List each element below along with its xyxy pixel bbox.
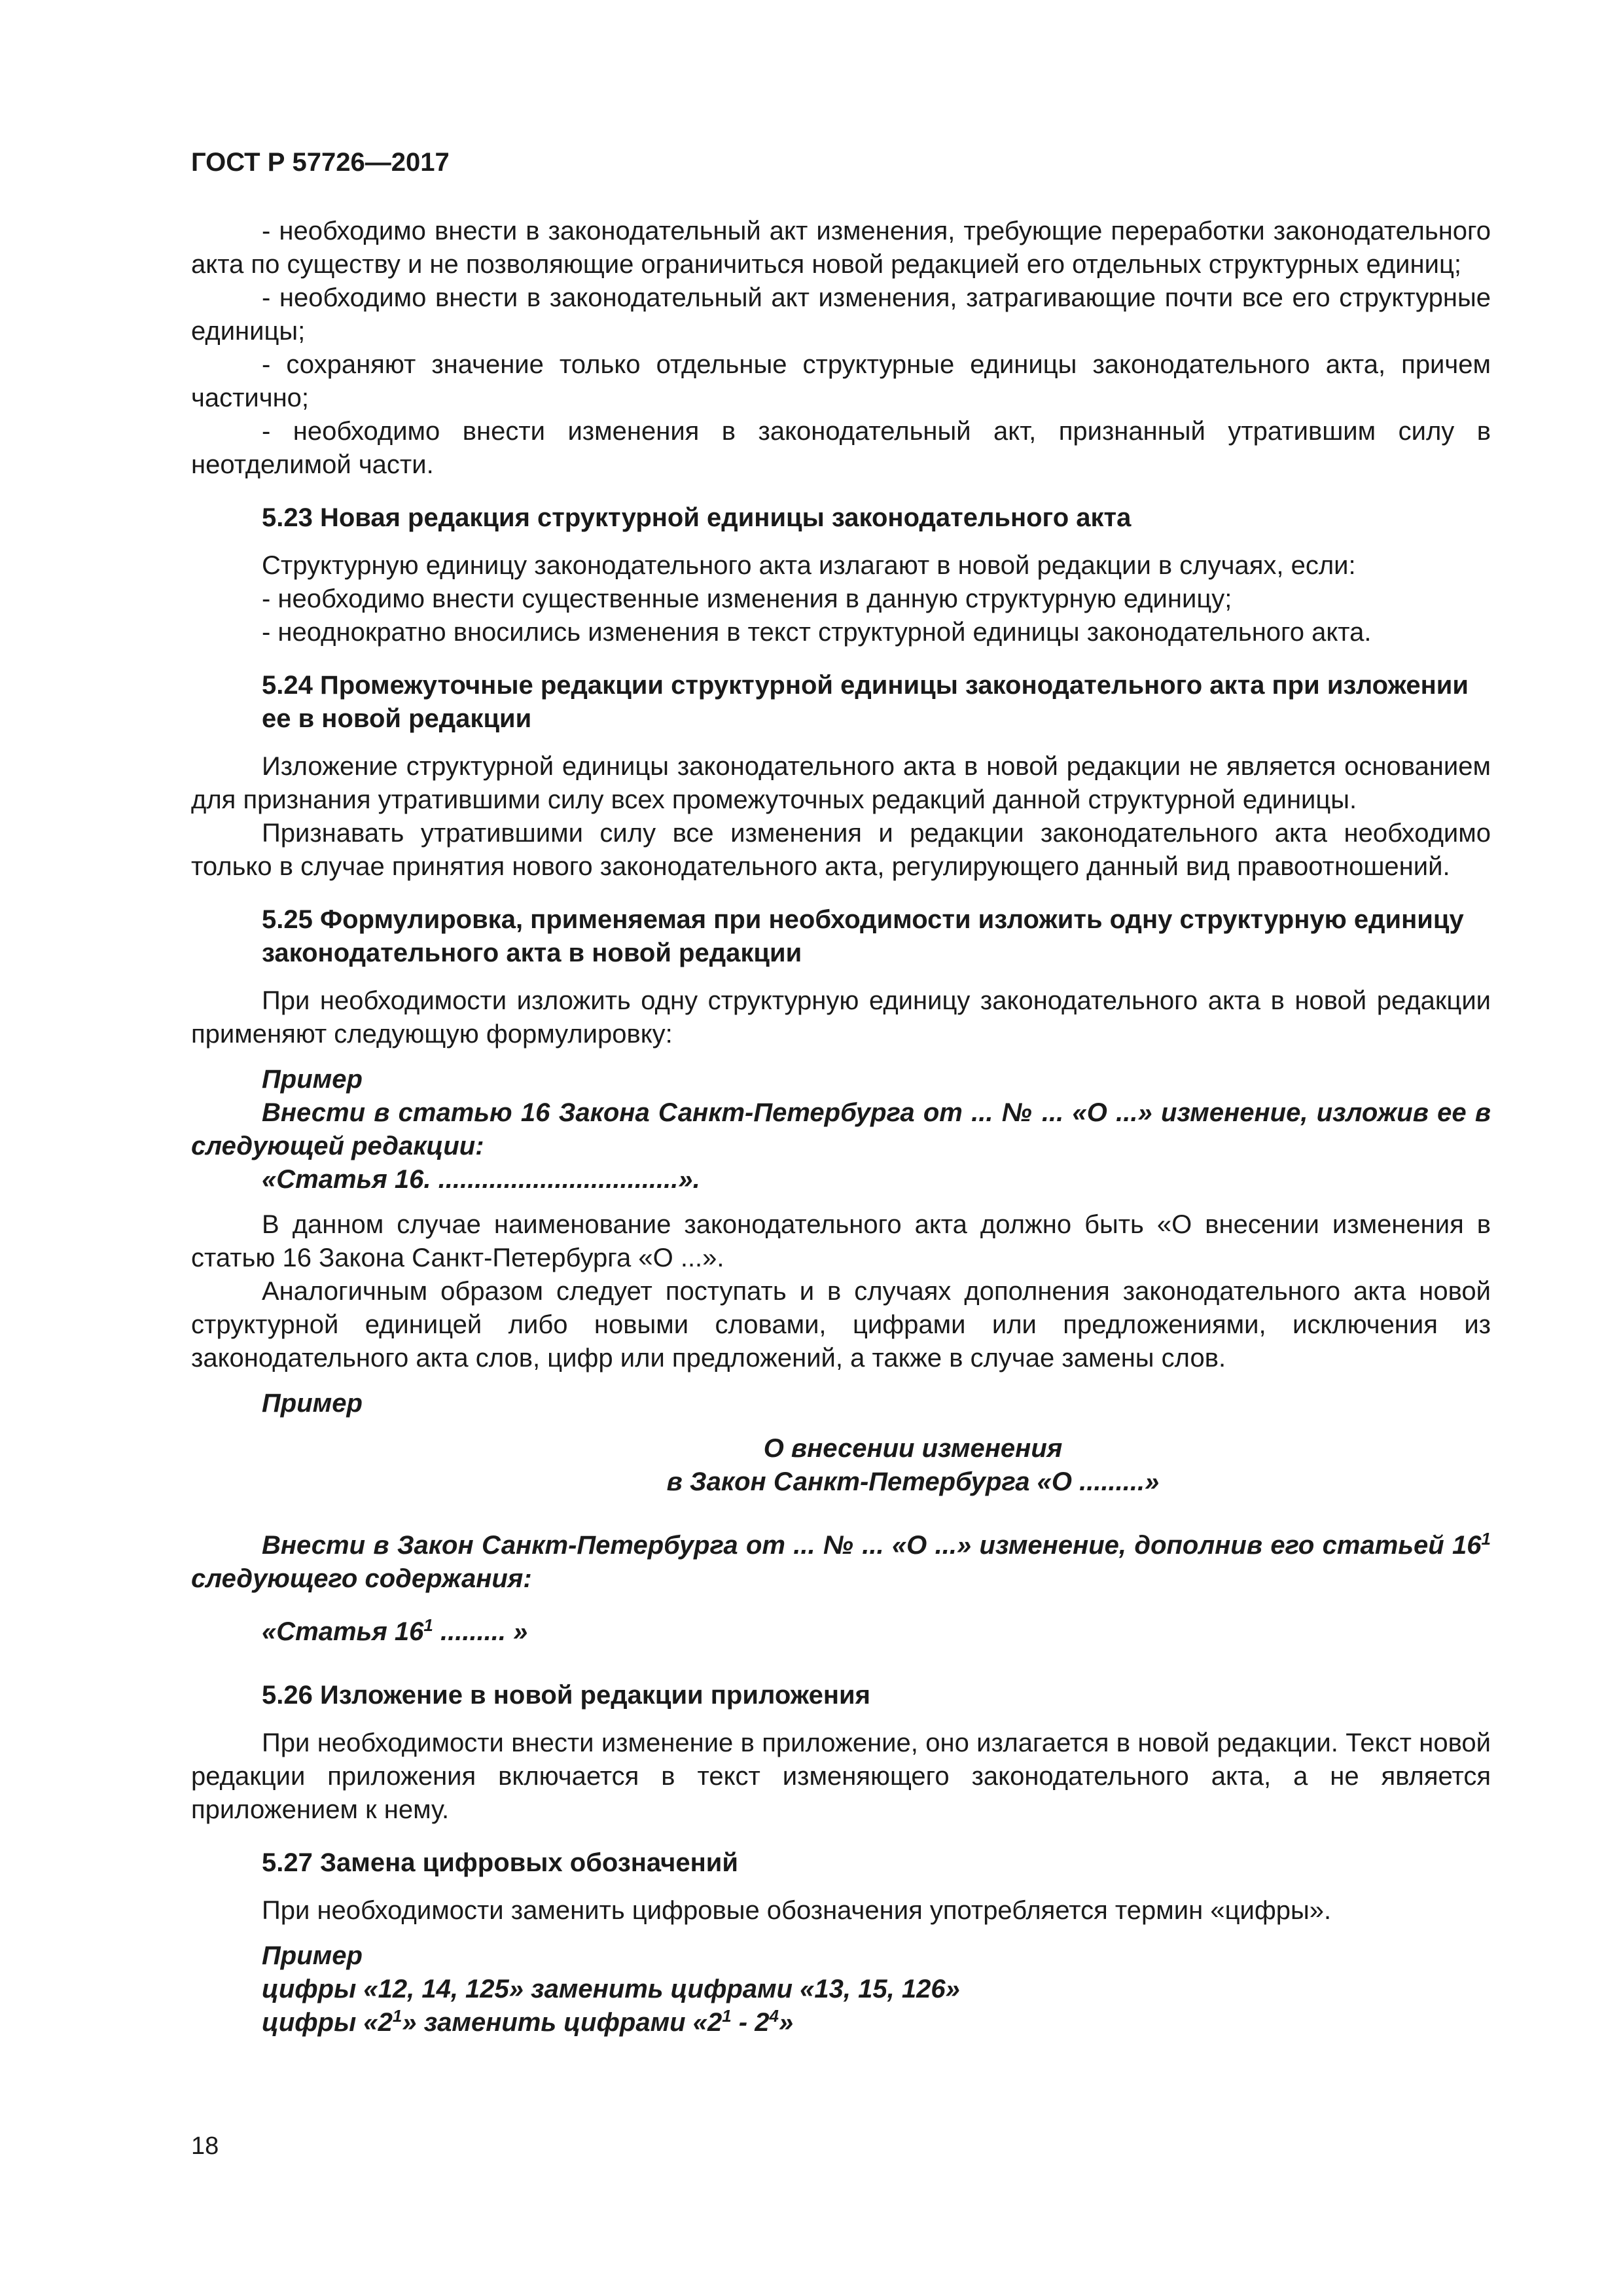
section-5-26-title: 5.26 Изложение в новой редакции приложения (262, 1681, 870, 1710)
example-line-2 (191, 2006, 1491, 2039)
example-label: Пример (262, 1389, 363, 1418)
example-text-part: Внести в Закон Санкт-Петербурга от ... № ... «О ...» изменение, дополнив его статьей 16 (262, 1531, 1482, 1560)
example-line-1: цифры «12, 14, 125» заменить цифрами «13, 15, 126» (262, 1975, 960, 2003)
intro-item-2: - необходимо внести в законодательный акт изменения, затрагивающие почти все его структурные единицы; (191, 283, 1491, 346)
intro-item-1: - необходимо внести в законодательный акт изменения, требующие переработки законодательного акта по существу и не позволяющие ограничиться новой редакцией его отдельных структурных единиц; (191, 217, 1491, 279)
example-line-part: » (778, 2008, 794, 2037)
example-text (191, 1529, 1491, 1596)
document-body (191, 215, 1491, 2039)
superscript: 1 (722, 2006, 732, 2026)
superscript: 1 (392, 2006, 402, 2026)
page-number: 18 (191, 2132, 219, 2160)
section-5-23-title: 5.23 Новая редакция структурной единицы законодательного акта (262, 503, 1132, 532)
section-5-25-para-2: В данном случае наименование законодательного акта должно быть «О внесении изменения в статью 16 Закона Санкт-Петербурга «О ...». (191, 1210, 1491, 1272)
section-5-24-para-1: Изложение структурной единицы законодательного акта в новой редакции не является основанием для признания утратившими силу всех промежуточных редакций данной структурной единицы. (191, 752, 1491, 814)
example-label: Пример (262, 1065, 363, 1094)
example-quote (191, 1615, 1491, 1649)
example-quote: «Статья 16. .................................». (262, 1165, 700, 1194)
section-5-25-para-3: Аналогичным образом следует поступать и в случаях дополнения законодательного акта новой структурной единицей либо новыми словами, цифрами или предложениями, исключения из законодательного акта слов, цифр или предложений, а также в случае замены слов. (191, 1277, 1491, 1372)
example-line-part: » заменить цифрами «2 (402, 2008, 722, 2037)
intro-item-3: - сохраняют значение только отдельные структурные единицы законодательного акта, причем частично; (191, 350, 1491, 412)
section-5-25-title: 5.25 Формулировка, применяемая при необходимости изложить одну структурную единицу законодательного акта в новой редакции (262, 905, 1464, 967)
example-text: Внести в статью 16 Закона Санкт-Петербурга от ... № ... «О ...» изменение, изложив ее в следующей редакции: (191, 1098, 1491, 1160)
section-5-23-text: Структурную единицу законодательного акта излагают в новой редакции в случаях, если: (262, 551, 1356, 580)
superscript: 1 (423, 1615, 433, 1635)
intro-item-4: - необходимо внести изменения в законодательный акт, признанный утратившим силу в неотделимой части. (191, 417, 1491, 479)
section-5-24-para-2: Признавать утратившими силу все изменения и редакции законодательного акта необходимо только в случае принятия нового законодательного акта, регулирующего данный вид правоотношений. (191, 819, 1491, 881)
superscript: 1 (1481, 1529, 1491, 1549)
superscript: 4 (769, 2006, 779, 2026)
section-5-23-bullet-1: - необходимо внести существенные изменения в данную структурную единицу; (262, 584, 1232, 613)
example-line-part: цифры «2 (262, 2008, 393, 2037)
section-5-24-title: 5.24 Промежуточные редакции структурной единицы законодательного акта при изложении ее в новой редакции (262, 671, 1469, 733)
section-5-23-bullet-2: - неоднократно вносились изменения в текст структурной единицы законодательного акта. (262, 618, 1372, 647)
example-heading-line-2: в Закон Санкт-Петербурга «О .........» (666, 1467, 1160, 1496)
example-quote-part: ......... » (433, 1617, 528, 1646)
section-5-25-para-1: При необходимости изложить одну структурную единицу законодательного акта в новой редакции применяют следующую формулировку: (191, 986, 1491, 1049)
example-label: Пример (262, 1941, 363, 1970)
example-heading-line-1: О внесении изменения (763, 1434, 1063, 1463)
section-5-27-para-1: При необходимости заменить цифровые обозначения употребляется термин «цифры». (262, 1896, 1332, 1925)
example-text-part: следующего содержания: (191, 1564, 532, 1593)
document-header: ГОСТ Р 57726—2017 (191, 148, 450, 177)
example-line-part: - 2 (731, 2008, 770, 2037)
example-quote-part: «Статья 16 (262, 1617, 424, 1646)
section-5-26-para-1: При необходимости внести изменение в приложение, оно излагается в новой редакции. Текст новой редакции приложения включается в текст изменяющего законодательного акта, а не является приложением к нему. (191, 1729, 1491, 1824)
section-5-27-title: 5.27 Замена цифровых обозначений (262, 1848, 738, 1877)
